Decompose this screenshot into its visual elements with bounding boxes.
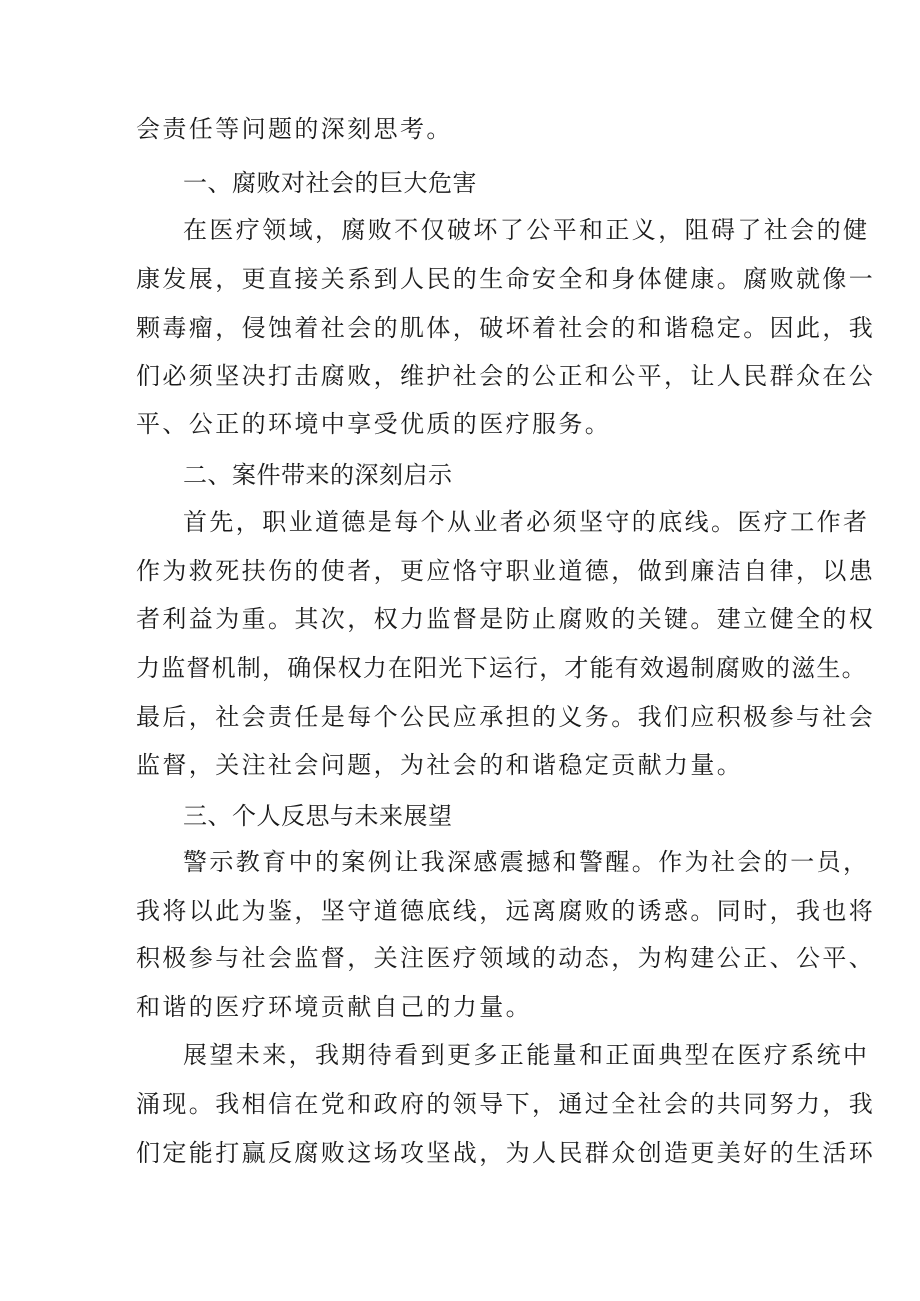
paragraph-line: 在医疗领域，腐败不仅破坏了公平和正义，阻碍了社会的健	[183, 216, 870, 244]
section-heading-2: 二、案件带来的深刻启示	[183, 461, 453, 489]
paragraph-line: 和谐的医疗环境贡献自己的力量。	[136, 993, 532, 1021]
paragraph-line: 最后，社会责任是每个公民应承担的义务。我们应积极参与社会	[136, 703, 876, 731]
paragraph-line: 平、公正的环境中享受优质的医疗服务。	[136, 410, 612, 438]
section-heading-1: 一、腐败对社会的巨大危害	[183, 169, 477, 197]
paragraph-line: 我将以此为鉴，坚守道德底线，远离腐败的诱惑。同时，我也将	[136, 897, 876, 925]
paragraph-line: 们必须坚决打击腐败，维护社会的公正和公平，让人民群众在公	[136, 362, 876, 390]
paragraph-line: 监督，关注社会问题，为社会的和谐稳定贡献力量。	[136, 751, 744, 779]
paragraph-line: 颗毒瘤，侵蚀着社会的肌体，破坏着社会的和谐稳定。因此，我	[136, 314, 876, 342]
paragraph-line: 积极参与社会监督，关注医疗领域的动态，为构建公正、公平、	[136, 944, 876, 972]
paragraph-line: 涌现。我相信在党和政府的领导下，通过全社会的共同努力，我	[136, 1090, 876, 1118]
paragraph-line: 警示教育中的案例让我深感震撼和警醒。作为社会的一员，	[183, 848, 870, 876]
paragraph-line: 者利益为重。其次，权力监督是防止腐败的关键。建立健全的权	[136, 605, 876, 633]
paragraph-line: 首先，职业道德是每个从业者必须坚守的底线。医疗工作者	[183, 508, 870, 536]
paragraph-line: 们定能打赢反腐败这场攻坚战，为人民群众创造更美好的生活环	[136, 1139, 876, 1167]
paragraph-line: 康发展，更直接关系到人民的生命安全和身体健康。腐败就像一	[136, 265, 876, 293]
paragraph-line: 展望未来，我期待看到更多正能量和正面典型在医疗系统中	[183, 1041, 870, 1069]
paragraph-line: 力监督机制，确保权力在阳光下运行，才能有效遏制腐败的滋生。	[136, 654, 867, 682]
paragraph-line: 作为救死扶伤的使者，更应恪守职业道德，做到廉洁自律，以患	[136, 557, 876, 585]
paragraph-line: 会责任等问题的深刻思考。	[136, 115, 453, 143]
section-heading-3: 三、个人反思与未来展望	[183, 802, 453, 830]
